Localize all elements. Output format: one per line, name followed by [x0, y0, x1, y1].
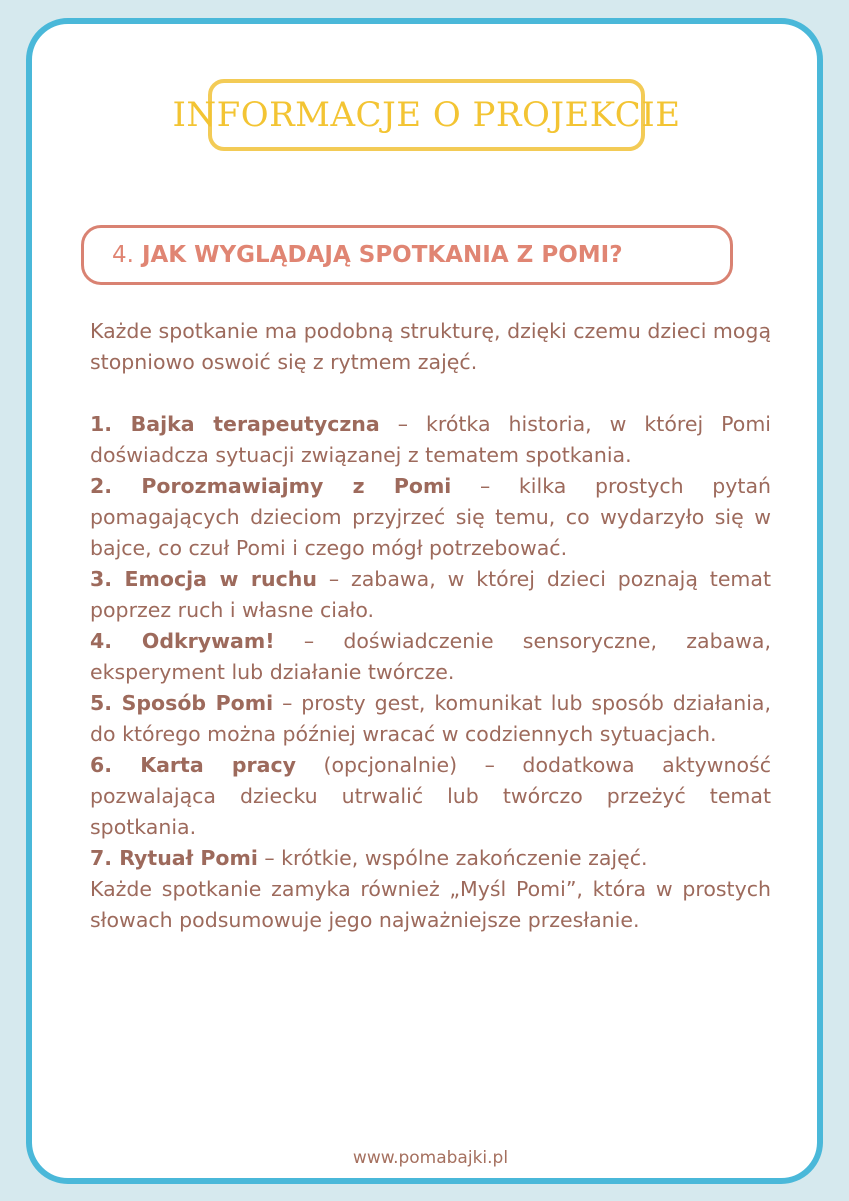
- step-item: [90, 843, 771, 874]
- intro-paragraph: Każde spotkanie ma podobną strukturę, dzięki czemu dzieci mogą stopniowo oswoić się z rytmem zajęć.: [90, 319, 772, 374]
- step-item: [90, 409, 771, 471]
- step-label: 7. Rytuał Pomi: [90, 846, 258, 870]
- page-title: INFORMACJE O PROJEKCIE: [172, 95, 681, 135]
- section-heading-box: [81, 225, 733, 285]
- page-card: [26, 18, 823, 1184]
- step-label: 2. Porozmawiajmy z Pomi: [90, 474, 452, 498]
- step-text: – prosty gest, komunikat lub sposób działania, do którego można później wracać w codziennych sytuacjach.: [90, 691, 771, 746]
- step-label: 3. Emocja w ruchu: [90, 567, 317, 591]
- step-label: 6. Karta pracy: [90, 753, 296, 777]
- step-item: [90, 750, 771, 843]
- section-number: 4.: [112, 242, 134, 268]
- body-content: [90, 316, 771, 936]
- section-title: JAK WYGLĄDAJĄ SPOTKANIA Z POMI?: [141, 242, 623, 268]
- step-item: [90, 471, 771, 564]
- step-item: [90, 626, 771, 688]
- step-item: [90, 688, 771, 750]
- step-text: – kilka prostych pytań pomagających dzieciom przyjrzeć się temu, co wydarzyło się w bajce, co czuł Pomi i czego mógł potrzebować.: [90, 474, 771, 560]
- step-text: – krótkie, wspólne zakończenie zajęć.: [257, 846, 648, 870]
- page-title-box: [172, 79, 681, 151]
- step-text: – zabawa, w której dzieci poznają temat poprzez ruch i własne ciało.: [90, 567, 771, 622]
- step-label: 4. Odkrywam!: [90, 629, 275, 653]
- step-label: 1. Bajka terapeutyczna: [90, 412, 380, 436]
- step-label: 5. Sposób Pomi: [90, 691, 274, 715]
- step-item: [90, 564, 771, 626]
- step-text: – doświadczenie sensoryczne, zabawa, eksperyment lub działanie twórcze.: [90, 629, 771, 684]
- step-text: (opcjonalnie) – dodatkowa aktywność pozwalająca dziecku utrwalić lub twórczo przeżyć temat spotkania.: [90, 753, 772, 839]
- closing-paragraph: Każde spotkanie zamyka również „Myśl Pomi”, która w prostych słowach podsumowuje jego najważniejsze przesłanie.: [90, 877, 771, 932]
- step-text: – krótka historia, w której Pomi doświadcza sytuacji związanej z tematem spotkania.: [90, 412, 771, 467]
- footer-url[interactable]: www.pomabajki.pl: [352, 1148, 509, 1168]
